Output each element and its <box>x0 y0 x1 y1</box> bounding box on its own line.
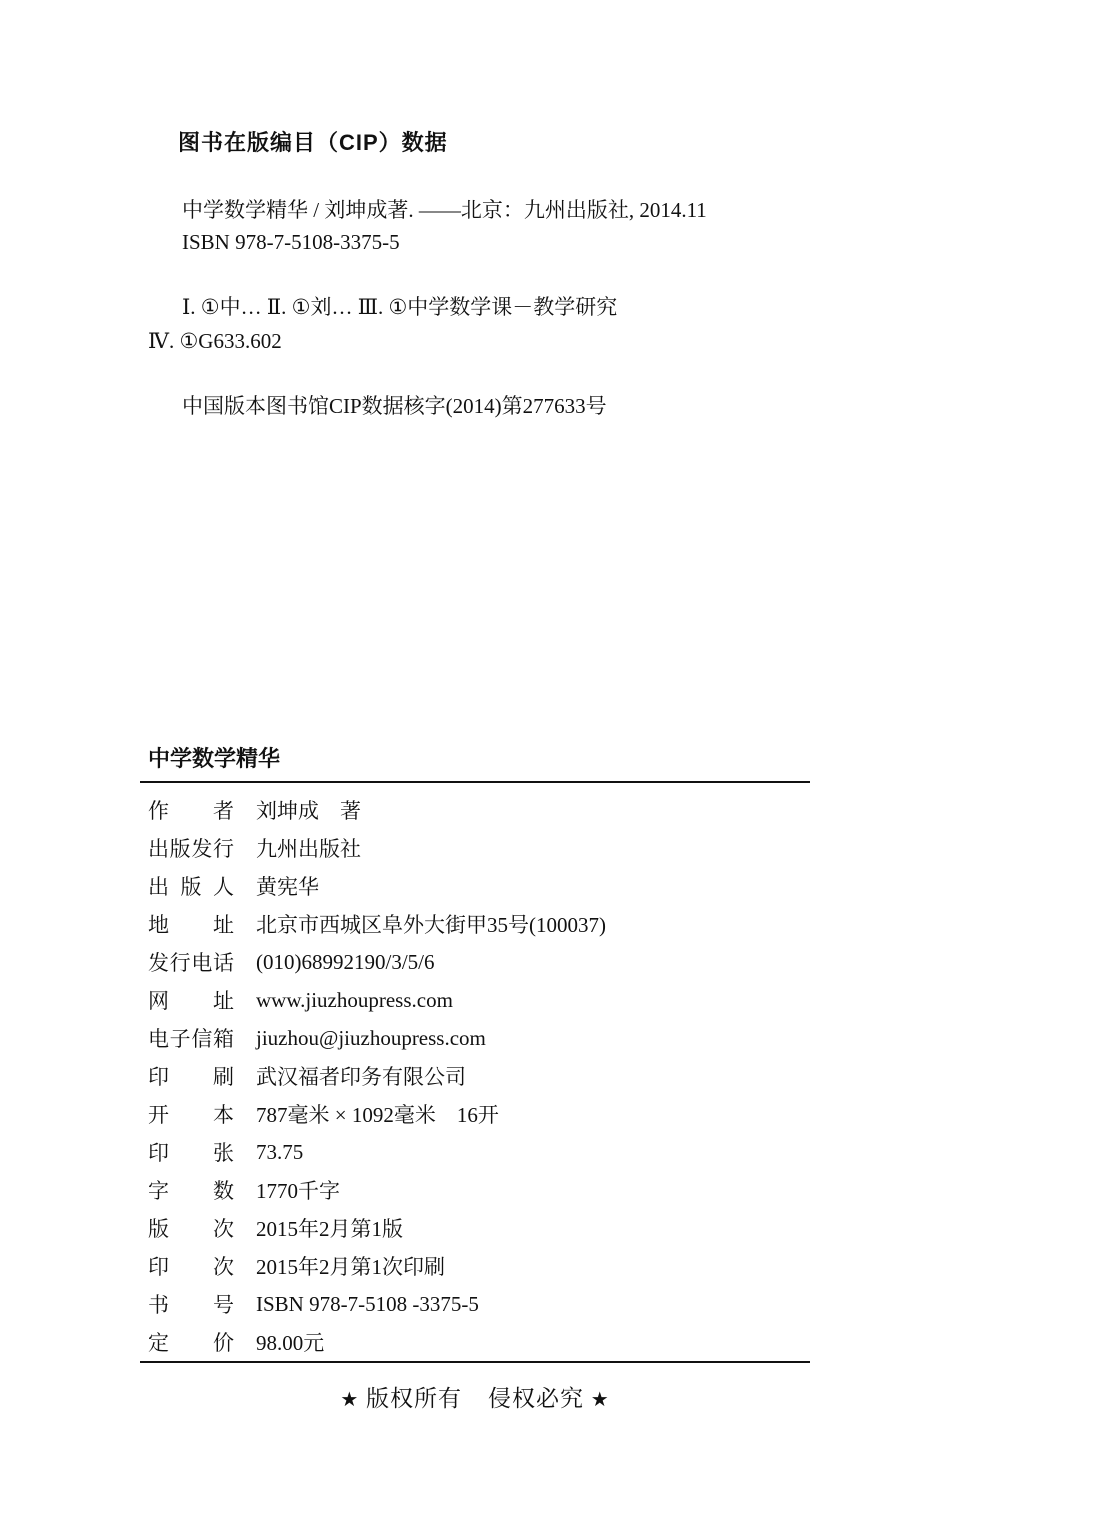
row-label-char: 地 <box>148 913 169 937</box>
row-label-char: 本 <box>213 1103 234 1127</box>
row-value: 黄宪华 <box>256 875 319 899</box>
cip-record-number: 中国版本图书馆CIP数据核字(2014)第277633号 <box>182 394 607 418</box>
row-label <box>148 1213 234 1243</box>
row-label-char: 行 <box>169 951 191 975</box>
cip-subject-line: Ⅰ. ①中… Ⅱ. ①刘… Ⅲ. ①中学数学课－教学研究 <box>182 295 618 319</box>
row-label-char: 址 <box>213 913 234 937</box>
row-label <box>148 1023 234 1053</box>
row-value: 73.75 <box>256 1139 304 1164</box>
table-row <box>148 1057 808 1095</box>
row-label-char: 人 <box>213 875 234 899</box>
row-label-char: 电 <box>191 951 213 975</box>
row-label <box>148 947 234 977</box>
row-label-char: 次 <box>213 1217 234 1241</box>
cip-bibliographic-line: 中学数学精华 / 刘坤成著. ——北京：九州出版社, 2014.11 <box>182 198 707 222</box>
row-label-char: 版 <box>169 837 191 861</box>
row-label <box>148 1175 234 1205</box>
top-divider <box>140 781 810 783</box>
table-row <box>148 1323 808 1361</box>
table-row <box>148 1133 808 1171</box>
row-label <box>148 833 234 863</box>
copyright-reserved-text: 版权所有 <box>366 1386 462 1411</box>
table-row <box>148 905 808 943</box>
row-label <box>148 1137 234 1167</box>
row-value: 九州出版社 <box>256 837 361 861</box>
row-label-char: 出 <box>148 837 169 861</box>
row-label <box>148 1251 234 1281</box>
row-label <box>148 1061 234 1091</box>
row-label-char: 数 <box>213 1179 234 1203</box>
row-label-char: 发 <box>148 951 169 975</box>
book-title: 中学数学精华 <box>148 746 281 771</box>
row-label-char: 行 <box>212 837 234 861</box>
table-row <box>148 1171 808 1209</box>
cip-classification-line: Ⅳ. ①G633.602 <box>148 329 282 353</box>
row-label-char: 网 <box>148 989 169 1013</box>
row-value: 刘坤成 著 <box>256 799 361 823</box>
row-label-char: 印 <box>148 1255 169 1279</box>
row-value: www.jiuzhoupress.com <box>256 987 453 1012</box>
row-label-char: 子 <box>169 1027 191 1051</box>
table-row <box>148 791 808 829</box>
row-label-char: 号 <box>213 1293 234 1317</box>
row-label-char: 版 <box>148 1217 169 1241</box>
row-label-char: 箱 <box>212 1027 234 1051</box>
row-value: 98.00元 <box>256 1331 325 1355</box>
row-label-char: 信 <box>191 1027 213 1051</box>
row-label <box>148 909 234 939</box>
cip-title: 图书在版编目（CIP）数据 <box>178 130 448 155</box>
table-row <box>148 981 808 1019</box>
row-value: 2015年2月第1次印刷 <box>256 1255 445 1279</box>
row-value: (010)68992190/3/5/6 <box>256 949 435 974</box>
row-label-char: 印 <box>148 1065 169 1089</box>
row-label-char: 字 <box>148 1179 169 1203</box>
row-label-char: 价 <box>213 1331 234 1355</box>
row-value: 787毫米 × 1092毫米 16开 <box>256 1103 499 1127</box>
row-label-char: 话 <box>212 951 234 975</box>
row-label <box>148 871 234 901</box>
row-label-char: 书 <box>148 1293 169 1317</box>
infringement-warning-text: 侵权必究 <box>488 1386 584 1411</box>
row-label-char: 电 <box>148 1027 169 1051</box>
row-label-char: 定 <box>148 1331 169 1355</box>
cip-isbn-line: ISBN 978-7-5108-3375-5 <box>182 230 400 254</box>
row-label-char: 版 <box>180 875 202 899</box>
table-row <box>148 867 808 905</box>
row-label <box>148 985 234 1015</box>
table-row <box>148 1247 808 1285</box>
table-row <box>148 1285 808 1323</box>
row-label <box>148 1289 234 1319</box>
row-value: 2015年2月第1版 <box>256 1217 403 1241</box>
row-label-char: 次 <box>213 1255 234 1279</box>
star-icon: ★ <box>590 1387 610 1411</box>
row-label-char: 出 <box>148 875 169 899</box>
row-value: 1770千字 <box>256 1179 340 1203</box>
row-label-char: 印 <box>148 1141 169 1165</box>
table-row <box>148 943 808 981</box>
table-row <box>148 1019 808 1057</box>
table-row <box>148 829 808 867</box>
row-label-char: 作 <box>148 799 169 823</box>
row-label <box>148 1099 234 1129</box>
row-label <box>148 795 234 825</box>
row-value: 武汉福者印务有限公司 <box>256 1065 466 1089</box>
table-row <box>148 1095 808 1133</box>
row-label <box>148 1327 234 1357</box>
row-value: ISBN 978-7-5108 -3375-5 <box>256 1291 479 1316</box>
row-label-char: 址 <box>213 989 234 1013</box>
row-label-char: 刷 <box>213 1065 234 1089</box>
row-value: jiuzhou@jiuzhoupress.com <box>256 1025 486 1050</box>
row-label-char: 开 <box>148 1103 169 1127</box>
row-value: 北京市西城区阜外大街甲35号(100037) <box>256 913 606 937</box>
star-icon: ★ <box>340 1387 360 1411</box>
table-row <box>148 1209 808 1247</box>
colophon-table <box>148 791 808 1361</box>
bottom-divider <box>140 1361 810 1363</box>
row-label-char: 发 <box>191 837 213 861</box>
row-label-char: 张 <box>213 1141 234 1165</box>
copyright-notice <box>0 1380 950 1413</box>
row-label-char: 者 <box>213 799 234 823</box>
